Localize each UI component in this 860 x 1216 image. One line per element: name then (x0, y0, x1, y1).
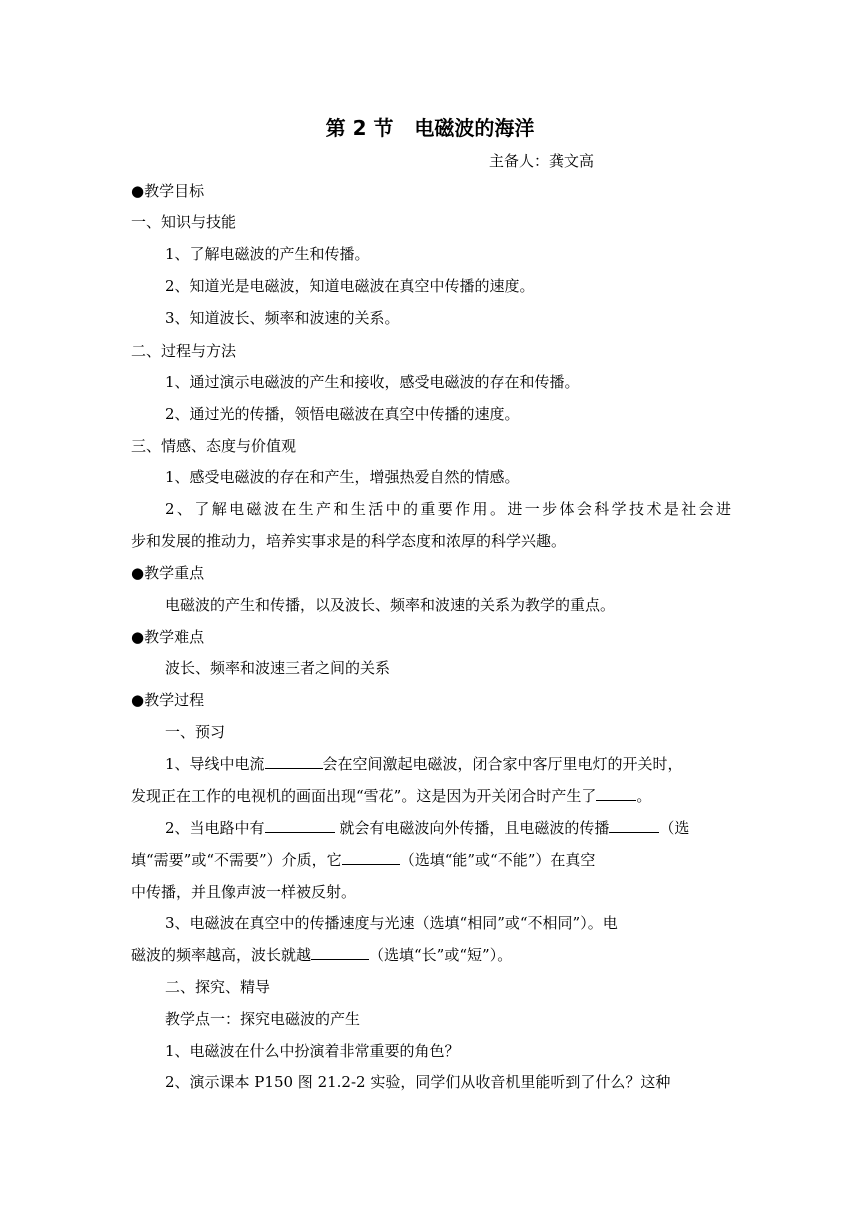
paragraph-line: 1、通过演示电磁波的产生和接收，感受电磁波的存在和传播。 (165, 373, 580, 391)
question-text: 。 (636, 787, 652, 805)
subheading-explore: 二、探究、精导 (165, 978, 271, 996)
author-line: 主备人：龚文高 (489, 152, 595, 170)
answer-blank (342, 850, 400, 865)
paragraph-line: 电磁波的产生和传播，以及波长、频率和波速的关系为教学的重点。 (165, 596, 616, 614)
subheading-preview: 一、预习 (165, 723, 226, 741)
section-heading-key-points (131, 563, 731, 583)
heading-text: 教学过程 (144, 691, 205, 709)
answer-blank (609, 818, 659, 833)
paragraph-line: 教学点一：探究电磁波的产生 (165, 1010, 361, 1028)
question-line: 中传播，并且像声波一样被反射。 (131, 883, 357, 901)
question-text: 就会有电磁波向外传播，且电磁波的传播 (334, 819, 610, 837)
question-text: 2、当电路中有 (165, 819, 265, 837)
heading-text: 教学难点 (144, 628, 205, 646)
question-text: 1、导线中电流 (165, 755, 265, 773)
question-line (131, 850, 731, 870)
paragraph-line: 步和发展的推动力，培养实事求是的科学态度和浓厚的科学兴趣。 (131, 532, 567, 550)
question-text: 填“需要”或“不需要”）介质，它 (131, 851, 342, 869)
subheading-process: 二、过程与方法 (131, 342, 237, 360)
answer-blank (311, 945, 369, 960)
paragraph-line: 2、通过光的传播，领悟电磁波在真空中传播的速度。 (165, 405, 520, 423)
question-text: （选填“长”或“短”）。 (369, 946, 513, 964)
question-line (165, 754, 765, 774)
question-text: 会在空间激起电磁波，闭合家中客厅里电灯的开关时， (322, 755, 683, 773)
paragraph-line: 波长、频率和波速三者之间的关系 (165, 659, 391, 677)
question-line (131, 786, 731, 806)
question-text: 磁波的频率越高，波长就越 (131, 946, 312, 964)
paragraph-line: 2、知道光是电磁波，知道电磁波在真空中传播的速度。 (165, 277, 535, 295)
subheading-knowledge: 一、知识与技能 (131, 213, 237, 231)
paragraph-line: 1、电磁波在什么中扮演着非常重要的角色？ (165, 1042, 460, 1060)
question-line: 3、电磁波在真空中的传播速度与光速（选填“相同”或“不相同”）。电 (165, 914, 618, 932)
paragraph-line: 1、感受电磁波的存在和产生，增强热爱自然的情感。 (165, 468, 520, 486)
answer-blank (596, 786, 636, 801)
question-line (165, 818, 765, 838)
paragraph-line: 2、了解电磁波在生产和生活中的重要作用。进一步体会科学技术是社会进 (165, 500, 731, 518)
question-text: （选 (659, 819, 690, 837)
question-text: （选填“能”或“不能”）在真空 (399, 851, 596, 869)
answer-blank (265, 818, 335, 833)
paragraph-line: 3、知道波长、频率和波速的关系。 (165, 309, 400, 327)
paragraph-line: 2、演示课本 P150 图 21.2-2 实验，同学们从收音机里能听到了什么？这种 (165, 1073, 671, 1091)
question-line (131, 945, 731, 965)
subheading-values: 三、情感、态度与价值观 (131, 437, 297, 455)
section-heading-process (131, 690, 731, 710)
paragraph-line: 1、了解电磁波的产生和传播。 (165, 245, 370, 263)
answer-blank (265, 754, 323, 769)
heading-text: 教学目标 (144, 182, 205, 200)
section-heading-difficulties (131, 627, 731, 647)
question-text: 发现正在工作的电视机的画面出现“雪花”。这是因为开关闭合时产生了 (131, 787, 597, 805)
section-heading-objectives (131, 181, 731, 201)
page-title: 第 2 节 电磁波的海洋 (325, 116, 535, 140)
heading-text: 教学重点 (144, 564, 205, 582)
